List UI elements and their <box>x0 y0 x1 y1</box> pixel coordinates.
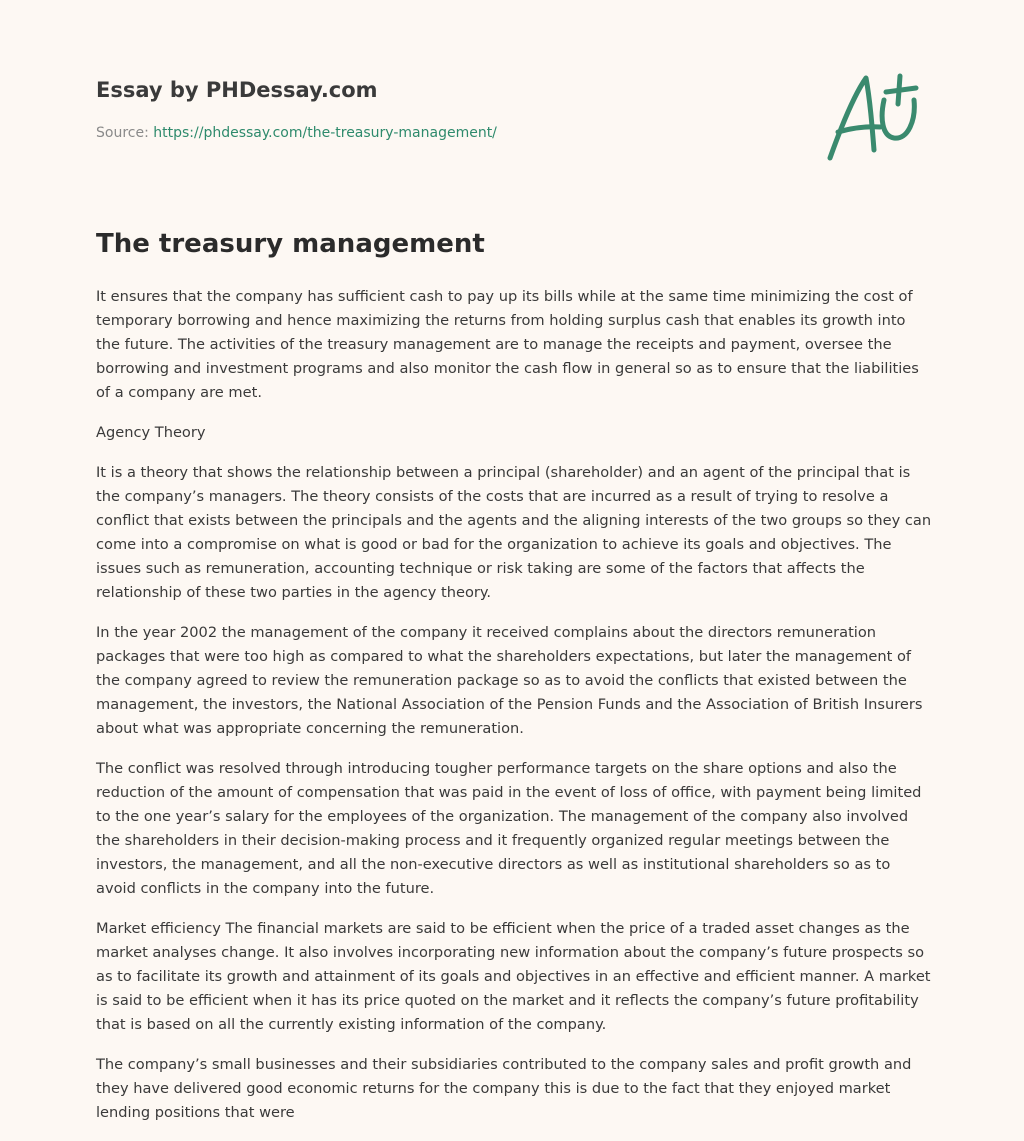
source-line <box>96 123 497 143</box>
document-body <box>96 285 932 1141</box>
paragraph: It ensures that the company has sufficient cash to pay up its bills while at the same time minimizing the cost of temporary borrowing and hence maximizing the returns from holding surplus cash that enables its growth into the future. The activities of the treasury management are to manage the receipts and payment, oversee the borrowing and investment programs and also monitor the cash flow in general so as to ensure that the liabilities of a company are met. <box>96 288 919 401</box>
source-label: Source: <box>96 125 154 141</box>
paragraph: The company’s small businesses and their subsidiaries contributed to the company sales and profit growth and they have delivered good economic returns for the company this is due to the fact that they enjoyed market lending positions that were <box>96 1056 912 1121</box>
paragraph: Market efficiency The financial markets are said to be efficient when the price of a traded asset changes as the market analyses change. It also involves incorporating new information about the company’s future prospects so as to facilitate its growth and attainment of its goals and objectives in an effective and efficient manner. A market is said to be efficient when it has its price quoted on the market and it reflects the company’s future profitability that is based on all the currently existing information of the company. <box>96 920 931 1033</box>
section-heading: Agency Theory <box>96 424 206 441</box>
paragraph: The conflict was resolved through introducing tougher performance targets on the share options and also the reduction of the amount of compensation that was paid in the event of loss of office, with payment being limited to the one year’s salary for the employees of the organization. The management of the company also involved the shareholders in their decision-making process and it frequently organized regular meetings between the investors, the management, and all the non-executive directors as well as institutional shareholders so as to avoid conflicts in the company into the future. <box>96 760 922 897</box>
page-header <box>96 70 928 180</box>
paragraph: In the year 2002 the management of the company it received complains about the directors remuneration packages that were too high as compared to what the shareholders expectations, but later the management of the company agreed to review the remuneration package so as to avoid the conflicts that existed between the management, the investors, the National Association of the Pension Funds and the Association of British Insurers about what was appropriate concerning the remuneration. <box>96 624 923 737</box>
a-plus-logo-icon <box>824 70 924 164</box>
document-title: The treasury management <box>96 229 485 259</box>
brand-title: Essay by PHDessay.com <box>96 78 378 102</box>
source-link[interactable]: https://phdessay.com/the-treasury-management/ <box>153 125 497 141</box>
paragraph: It is a theory that shows the relationship between a principal (shareholder) and an agent of the principal that is the company’s managers. The theory consists of the costs that are incurred as a result of trying to resolve a conflict that exists between the principals and the agents and the aligning interests of the two groups so they can come into a compromise on what is good or bad for the organization to achieve its goals and objectives. The issues such as remuneration, accounting technique or risk taking are some of the factors that affects the relationship of these two parties in the agency theory. <box>96 464 932 601</box>
